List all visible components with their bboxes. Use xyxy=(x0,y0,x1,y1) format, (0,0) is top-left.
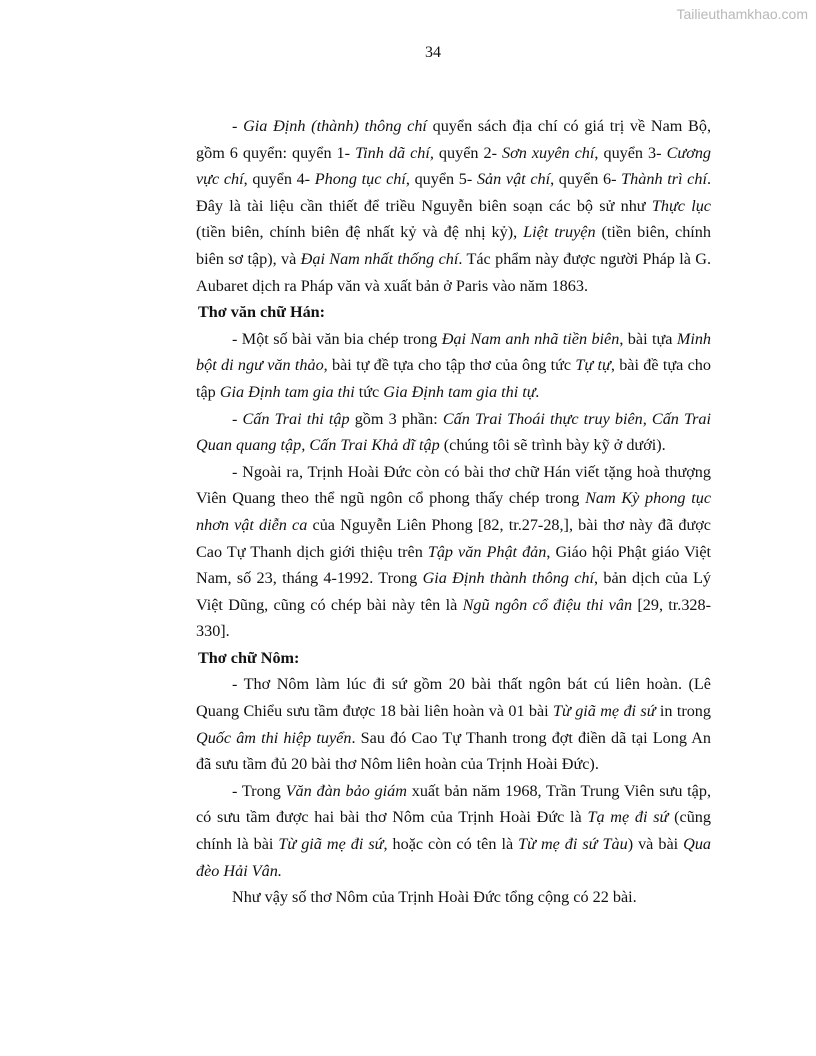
text-run: quyển sách địa chí có giá trị về Nam Bộ, xyxy=(426,117,711,135)
italic-title: Từ giã mẹ đi sứ xyxy=(278,835,384,854)
text-line xyxy=(196,539,711,566)
text-run: Đây là tài liệu cần thiết để triều Nguyễn biên soạn các bộ sử như xyxy=(196,196,652,215)
italic-title: Phong tục chí xyxy=(314,170,406,189)
text-run: Viên Quang theo thể ngũ ngôn cổ phong thấy chép trong xyxy=(196,489,586,508)
text-run: , bài đề tựa cho xyxy=(610,356,711,375)
text-run: tức xyxy=(354,382,384,401)
text-run: - Ngoài ra, Trịnh Hoài Đức còn có bài thơ chữ Hán viết tặng hoà thượng xyxy=(232,462,711,481)
text-line xyxy=(196,804,711,831)
text-line xyxy=(196,884,711,911)
text-line xyxy=(196,751,711,778)
paragraph xyxy=(196,884,711,911)
italic-title: Từ mẹ đi sứ Tàu xyxy=(518,835,628,854)
text-line xyxy=(196,379,711,406)
text-run: đã sưu tầm đủ 20 bài thơ Nôm liên hoàn của Trịnh Hoài Đức). xyxy=(196,755,599,774)
text-run: quyển 2- xyxy=(433,143,503,162)
text-line xyxy=(196,459,711,486)
italic-title: Quan quang tập, Cấn Trai Khả dĩ tập xyxy=(196,436,440,455)
text-line xyxy=(196,725,711,752)
text-run: (tiền biên, chính biên đệ nhất kỷ và đệ nhị kỷ), xyxy=(196,223,524,242)
italic-title: Gia Định (thành) thông chí xyxy=(243,117,427,135)
text-run: , quyển 5- xyxy=(405,170,477,189)
text-line xyxy=(196,219,711,246)
text-run: Như vậy số thơ Nôm của Trịnh Hoài Đức tổng cộng có 22 bài. xyxy=(232,888,637,907)
italic-title: Gia Định tam gia thi tự. xyxy=(383,382,540,401)
italic-title: Thành trì chí xyxy=(621,170,707,189)
text-run: , quyển 3- xyxy=(594,143,667,162)
italic-title: Sơn xuyên chí xyxy=(502,143,595,162)
text-run: , bài tựa xyxy=(619,329,677,348)
text-run: - Thơ Nôm làm lúc đi sứ gồm 20 bài thất ngôn bát cú liên hoàn. (Lê xyxy=(232,675,711,694)
italic-title: Tinh dã chí, xyxy=(355,143,434,162)
text-run: - xyxy=(232,117,244,135)
text-run: - xyxy=(232,409,243,428)
text-run: Cao Tự Thanh dịch giới thiệu trên xyxy=(196,542,428,561)
italic-title: Từ giã mẹ đi sứ xyxy=(553,702,656,721)
text-line xyxy=(196,565,711,592)
text-run: in trong xyxy=(655,702,711,721)
text-line xyxy=(196,432,711,459)
text-run: , hoặc còn có tên là xyxy=(383,835,519,854)
text-line xyxy=(196,592,711,619)
text-run: (cũng xyxy=(668,808,711,827)
text-run: của Nguyễn Liên Phong [82, tr.27-28,], bài thơ này đã được xyxy=(307,515,711,534)
italic-title: Cấn Trai thi tập xyxy=(242,409,350,428)
italic-title: Sản vật chí xyxy=(476,170,551,189)
italic-title: vực chí xyxy=(196,170,244,189)
text-run: gồm 3 phần: xyxy=(349,409,443,428)
italic-title: Văn đàn bảo giám xyxy=(285,781,407,800)
text-line xyxy=(196,326,711,353)
italic-title: Quốc âm thi hiệp tuyển xyxy=(196,728,352,747)
italic-title: Cấn Trai Thoái thực truy biên, Cấn Trai xyxy=(442,409,711,428)
italic-title: Tạ mẹ đi sứ xyxy=(587,808,669,827)
text-run: - Một số bài văn bia chép trong xyxy=(232,329,442,348)
italic-title: đèo Hải Vân. xyxy=(196,861,282,880)
italic-title: Thực lục xyxy=(651,196,711,215)
text-line xyxy=(196,140,711,167)
italic-title: Tập văn Phật đản xyxy=(427,542,547,561)
text-line xyxy=(196,406,711,433)
paragraph xyxy=(196,671,711,777)
text-run: tập xyxy=(196,382,220,401)
text-run: Aubaret dịch ra Pháp văn và xuất bản ở Paris vào năm 1863. xyxy=(196,276,589,295)
italic-title: Minh xyxy=(676,329,712,348)
text-line xyxy=(196,273,711,300)
text-run: . xyxy=(706,170,711,189)
paragraph xyxy=(196,113,711,299)
paragraph xyxy=(196,326,711,406)
text-line xyxy=(196,485,711,512)
text-run: chính là bài xyxy=(196,835,279,854)
italic-title: nhơn vật diễn ca xyxy=(196,515,308,534)
text-line xyxy=(196,778,711,805)
italic-title: Tự tự xyxy=(575,356,611,375)
italic-title: Qua xyxy=(683,835,712,854)
paragraph xyxy=(196,406,711,459)
text-run: 330]. xyxy=(196,622,230,641)
paragraph xyxy=(196,459,711,645)
text-line xyxy=(196,352,711,379)
text-run: Việt Dũng, cũng có chép bài này tên là xyxy=(196,595,463,614)
italic-title: Đại Nam anh nhã tiền biên xyxy=(441,329,620,348)
text-line xyxy=(196,618,711,645)
text-line xyxy=(196,512,711,539)
text-line xyxy=(196,858,711,885)
text-run: [29, tr.328- xyxy=(632,595,712,614)
text-run: biên sơ tập), và xyxy=(196,249,301,268)
text-run: - Trong xyxy=(232,781,286,800)
text-run: , bản dịch của Lý xyxy=(594,569,711,588)
section-heading: Thơ chữ Nôm: xyxy=(198,648,300,667)
text-run: xuất bản năm 1968, Trần Trung Viên sưu tập, xyxy=(406,781,712,800)
text-run: , Giáo hội Phật giáo Việt xyxy=(546,542,711,561)
text-line xyxy=(196,698,711,725)
document-body xyxy=(196,113,711,911)
italic-title: Đại Nam nhất thống chí xyxy=(300,249,459,268)
text-run: Quang Chiểu sưu tầm được 18 bài liên hoàn và 01 bài xyxy=(196,702,554,721)
text-run: , bài tự đề tựa cho tập thơ của ông tức xyxy=(323,356,576,375)
text-run: . Sau đó Cao Tự Thanh trong đợt điền dã tại Long An xyxy=(351,728,712,747)
italic-title: Liệt truyện xyxy=(523,223,596,242)
italic-title: Gia Định thành thông chí xyxy=(422,569,595,588)
text-line xyxy=(196,671,711,698)
text-run: (chúng tôi sẽ trình bày kỹ ở dưới). xyxy=(439,436,666,455)
text-line xyxy=(196,113,711,140)
text-run: gồm 6 quyển: quyển 1- xyxy=(196,143,356,162)
italic-title: Gia Định tam gia thi xyxy=(219,382,355,401)
text-run: . Tác phẩm này được người Pháp là G. xyxy=(458,249,711,268)
italic-title: Cương xyxy=(666,143,712,162)
text-run: ) và bài xyxy=(627,835,684,854)
watermark: Tailieuthamkhao.com xyxy=(676,6,808,22)
text-run: (tiền biên, chính xyxy=(595,223,711,242)
page-number: 34 xyxy=(425,44,441,61)
paragraph xyxy=(196,778,711,884)
text-run: , quyển 6- xyxy=(550,170,622,189)
text-run: có sưu tầm được hai bài thơ Nôm của Trịnh Hoài Đức là xyxy=(196,808,588,827)
text-line xyxy=(196,246,711,273)
section-heading: Thơ văn chữ Hán: xyxy=(198,303,326,322)
text-run: Nam, số 23, tháng 4-1992. Trong xyxy=(196,569,423,588)
text-line xyxy=(196,193,711,220)
italic-title: Ngũ ngôn cổ điệu thi vân xyxy=(462,595,633,614)
text-run: , quyển 4- xyxy=(243,170,315,189)
italic-title: bột di ngư văn thảo xyxy=(196,356,324,375)
text-line xyxy=(196,166,711,193)
text-line xyxy=(196,831,711,858)
italic-title: Nam Kỳ phong tục xyxy=(585,489,712,508)
